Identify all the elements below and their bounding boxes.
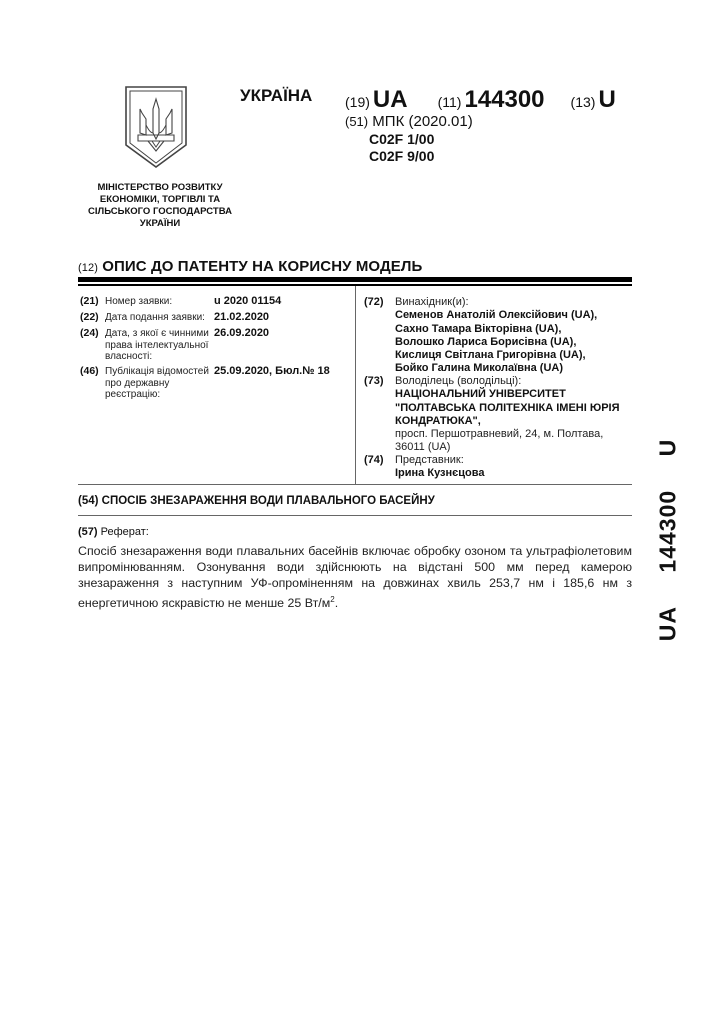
field-label: Публікація відомостей про державну реєстрацію: [105,366,209,400]
abstract-label: Реферат: [100,526,149,538]
ministry-line: СІЛЬСЬКОГО ГОСПОДАРСТВА [88,206,232,217]
column-divider [355,286,356,484]
ministry-line: УКРАЇНИ [139,218,181,229]
abstract-body: Спосіб знезараження води плавальних басейнів включає обробку озоном та ультрафіолетовим випромінюванням. Озонування води здійснюють на відстані 500 мм перед камерою знезараження з наступним УФ-опроміненням на довжинах хвиль 253,7 нм і 185,6 нм з енергетичною яскравістю не менше 25 Вт/м [78,544,632,610]
side-patent-label [640,438,696,642]
field-value: 25.09.2020, Бюл.№ 18 [214,365,330,377]
inventor-name: Сахно Тамара Вікторівна (UA), [395,322,562,335]
inid-code: (73) [364,375,384,387]
field-publication [80,366,350,402]
owner-name-line: КОНДРАТЮКА", [395,414,481,427]
inventor-name: Кислиця Світлана Григорівна (UA), [395,349,586,362]
owner-name-line: "ПОЛТАВСЬКА ПОЛІТЕХНІКА ІМЕНІ ЮРІЯ [395,401,620,414]
side-kind: U [654,438,681,457]
field-filing-date [80,312,350,324]
abstract-heading [78,526,149,538]
side-number: 144300 [654,489,681,573]
inid-code-13: (13) [570,94,596,110]
divider [78,484,632,485]
inid-code: (22) [80,311,99,323]
ministry-line: МІНІСТЕРСТВО РОЗВИТКУ [97,182,223,193]
document-title-text: ОПИС ДО ПАТЕНТУ НА КОРИСНУ МОДЕЛЬ [102,258,423,275]
ministry-line: ЕКОНОМІКИ, ТОРГІВЛІ ТА [99,194,221,205]
inid-code: (21) [80,295,99,307]
divider [78,277,632,282]
patent-identifiers [345,86,616,114]
divider [78,515,632,516]
field-label: Винахідник(и): [395,296,469,308]
field-label: Дата, з якої є чинними права інтелектуальної власності: [105,328,209,362]
inid-code-11: (11) [437,94,462,110]
representative-name: Ірина Кузнєцова [395,467,485,480]
inid-code-19: (19) [345,94,370,110]
country-code: UA [372,86,408,113]
field-application-number [80,296,350,308]
inid-code: (46) [80,365,99,377]
inventor-name: Волошко Лариса Борисівна (UA), [395,335,577,348]
inventor-name: Бойко Галина Миколаївна (UA) [395,362,564,375]
kind-code: U [598,86,616,113]
field-value: 26.09.2020 [214,327,270,339]
abstract-end: . [334,595,339,610]
field-label: Дата подання заявки: [105,312,205,323]
coat-of-arms-icon [124,85,188,169]
inventor-name: Семенов Анатолій Олексійович (UA), [395,309,598,322]
field-label: Володілець (володільці): [395,375,522,387]
invention-title: (54) СПОСІБ ЗНЕЗАРАЖЕННЯ ВОДИ ПЛАВАЛЬНОГО БАСЕЙНУ [78,495,435,507]
country-name: УКРАЇНА [240,86,313,105]
inid-code-51: (51) [345,114,369,129]
field-label: Представник: [395,454,464,466]
owner-address: просп. Першотравневий, 24, м. Полтава, [395,428,604,441]
side-country: UA [654,605,681,642]
inid-code-12: (12) [78,262,98,274]
field-rights-date [80,328,350,364]
patent-number: 144300 [464,86,545,113]
field-value: u 2020 01154 [214,295,282,307]
ipc-class: C02F 1/00 [369,131,435,147]
document-title [78,258,422,275]
field-value: 21.02.2020 [214,311,270,323]
abstract-text [78,543,632,611]
inid-code: (57) [78,526,98,538]
ipc-class: C02F 9/00 [369,148,435,164]
owner-address: 36011 (UA) [395,441,451,454]
inid-code: (74) [364,454,384,466]
inid-code: (24) [80,327,99,339]
ipc-label [345,113,473,130]
inid-code: (72) [364,296,384,308]
field-label: Номер заявки: [105,296,173,307]
ipc-version: МПК (2020.01) [372,113,473,130]
abstract-superscript: 2 [330,594,335,604]
owner-name-line: НАЦІОНАЛЬНИЙ УНІВЕРСИТЕТ [395,388,566,401]
ministry-name [80,182,240,230]
